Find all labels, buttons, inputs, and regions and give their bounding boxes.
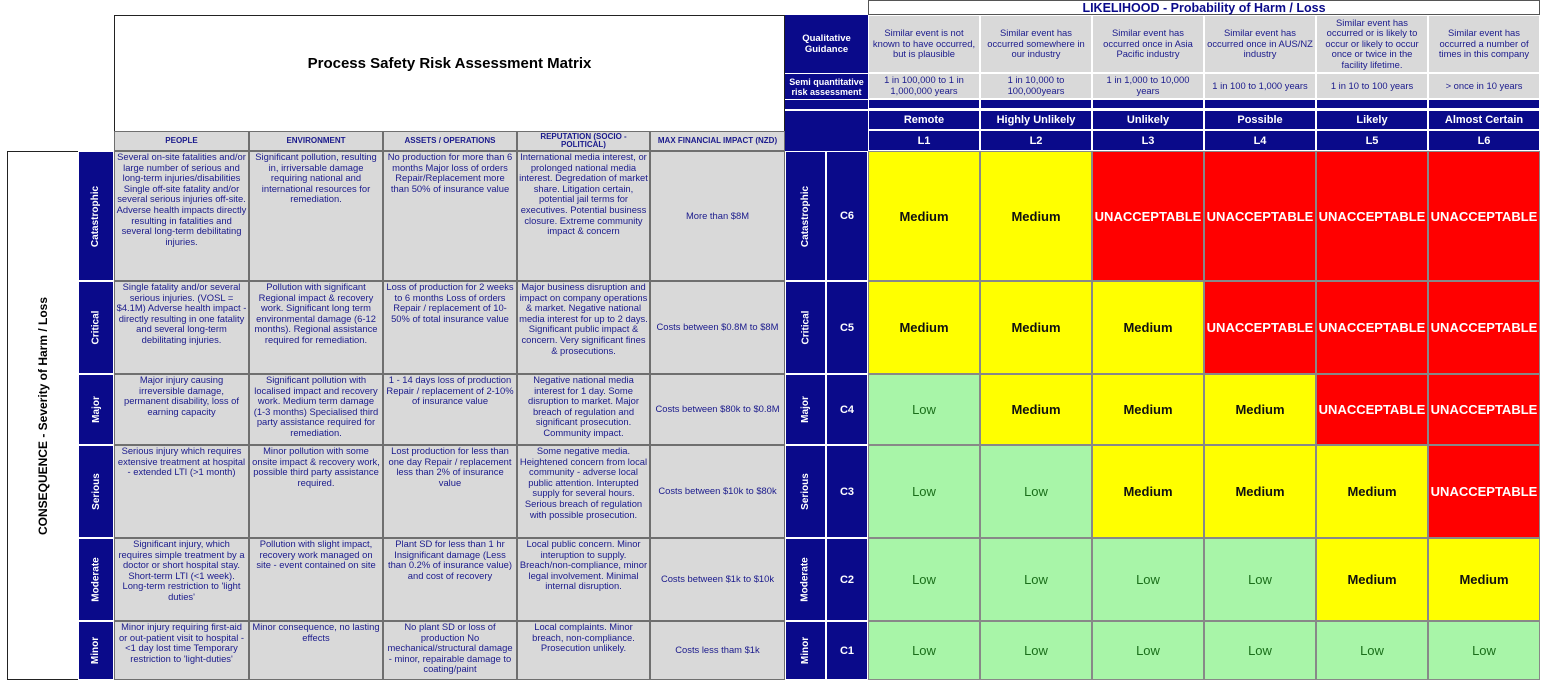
severity-name: Critical [90,310,102,345]
risk-rating-cell[interactable]: Low [1092,538,1204,621]
semi-quantitative-label: Semi quantitative risk assessment [785,73,868,99]
likelihood-qualitative-4: Similar event has occurred once in AUS/NZ industry [1204,15,1316,73]
descriptor-reputation: Local complaints. Minor breach, non-compliance. Prosecution unlikely. [517,621,650,680]
corner-block [785,110,868,151]
descriptor-people: Minor injury requiring first-aid or out-patient visit to hospital - <1 day lost time Temporary restriction to 'light-duties' [114,621,249,680]
severity-name: Major [799,396,811,423]
likelihood-name-2: Highly Unlikely [980,110,1092,130]
severity-name: Minor [800,636,811,665]
likelihood-qualitative-6: Similar event has occurred a number of times in this company [1428,15,1540,73]
consequence-title: CONSEQUENCE - Severity of Harm / Loss [36,296,50,535]
risk-rating-cell[interactable]: UNACCEPTABLE [1428,445,1540,538]
likelihood-code-1: L1 [868,130,980,151]
severity-label-right-c6 [785,151,826,281]
risk-rating-cell[interactable]: Medium [1428,538,1540,621]
severity-name: Catastrophic [800,185,811,247]
likelihood-semi-quant-6: > once in 10 years [1428,73,1540,99]
risk-rating-cell[interactable]: UNACCEPTABLE [1428,151,1540,281]
severity-name: Serious [90,473,102,510]
severity-name: Critical [800,310,811,345]
likelihood-code-4: L4 [1204,130,1316,151]
likelihood-semi-quant-3: 1 in 1,000 to 10,000 years [1092,73,1204,99]
descriptor-assets: No plant SD or loss of production No mechanical/structural damage - minor, repairable damage to coating/paint [383,621,517,680]
likelihood-semi-quant-4: 1 in 100 to 1,000 years [1204,73,1316,99]
severity-code: C3 [826,445,868,538]
risk-rating-cell[interactable]: Low [1316,621,1428,680]
likelihood-semi-quant-5: 1 in 10 to 100 years [1316,73,1428,99]
severity-code: C5 [826,281,868,374]
likelihood-band-2 [980,99,1092,109]
risk-rating-cell[interactable]: UNACCEPTABLE [1428,374,1540,445]
likelihood-code-2: L2 [980,130,1092,151]
column-header-assets: ASSETS / OPERATIONS [383,131,517,151]
descriptor-environment: Pollution with significant Regional impact & recovery work. Significant long term environmental damage (6-12 months). Regional assistance required for remediation. [249,281,383,374]
likelihood-band-3 [1092,99,1204,109]
descriptor-people: Major injury causing irreversible damage, permanent disability, loss of earning capacity [114,374,249,445]
descriptor-assets: Lost production for less than one day Repair / replacement less than 2% of insurance value [383,445,517,538]
likelihood-name-5: Likely [1316,110,1428,130]
severity-label-c4 [78,374,114,445]
risk-rating-cell[interactable]: Low [980,538,1092,621]
risk-rating-cell[interactable]: Medium [1092,374,1204,445]
risk-rating-cell[interactable]: UNACCEPTABLE [1204,281,1316,374]
likelihood-code-5: L5 [1316,130,1428,151]
risk-rating-cell[interactable]: UNACCEPTABLE [1428,281,1540,374]
risk-rating-cell[interactable]: Low [980,445,1092,538]
likelihood-band-1 [868,99,980,109]
severity-name: Catastrophic [90,185,102,247]
risk-rating-cell[interactable]: Medium [868,281,980,374]
descriptor-environment: Significant pollution, resulting in, irriversable damage requiring national and international resources for remediation. [249,151,383,281]
descriptor-people: Significant injury, which requires simple treatment by a doctor or short hospital stay. Short-term LTI (<1 week). Long-term restriction to 'light duties' [114,538,249,621]
likelihood-code-3: L3 [1092,130,1204,151]
descriptor-reputation: Major business disruption and impact on company operations & market. Negative national media interest for up to 2 days. Significant public impact & concern. Very significant fines & prosecutions. [517,281,650,374]
likelihood-name-4: Possible [1204,110,1316,130]
likelihood-name-3: Unlikely [1092,110,1204,130]
risk-rating-cell[interactable]: Medium [1316,445,1428,538]
likelihood-title: LIKELIHOOD - Probability of Harm / Loss [868,0,1540,15]
risk-rating-cell[interactable]: UNACCEPTABLE [1316,151,1428,281]
risk-rating-cell[interactable]: Low [1204,538,1316,621]
spacer-band [785,99,868,109]
descriptor-reputation: International media interest, or prolonged national media interest. Degredation of market share. Litigation certain, potential jail terms for executives. Potential business closure. Extreme community impact & concern [517,151,650,281]
severity-name: Serious [800,473,811,510]
descriptor-assets: 1 - 14 days loss of production Repair / replacement of 2-10% of insurance value [383,374,517,445]
descriptor-assets: Loss of production for 2 weeks to 6 months Loss of orders Repair / replacement of 10-50% of total insurance value [383,281,517,374]
risk-rating-cell[interactable]: Medium [1092,445,1204,538]
consequence-title-box [7,151,78,680]
severity-label-right-c1 [785,621,826,680]
descriptor-financial: Costs between $0.8M to $8M [650,281,785,374]
severity-label-c2 [78,538,114,621]
risk-rating-cell[interactable]: Medium [980,281,1092,374]
descriptor-reputation: Some negative media. Heightened concern from local community - adverse local public attention. Interupted supply for several hours. Serious breach of regulation with possible prosecution. [517,445,650,538]
descriptor-environment: Significant pollution with localised impact and recovery work. Medium term damage (1-3 months) Specialised third party assistance required for remediation. [249,374,383,445]
likelihood-band-6 [1428,99,1540,109]
descriptor-financial: More than $8M [650,151,785,281]
descriptor-people: Several on-site fatalities and/or large number of serious and long-term injuries/disabilities Single off-site fatality and/or several serious injuries off-site. Adverse health impacts directly resulting in fatalities and several long-term debilitating injuries. [114,151,249,281]
descriptor-people: Single fatality and/or several serious injuries. (VOSL = $4.1M) Adverse health impact - directly resulting in one fatality and several long-term debilitating injuries. [114,281,249,374]
severity-name: Moderate [800,557,812,602]
risk-rating-cell[interactable]: Low [1204,621,1316,680]
risk-rating-cell[interactable]: UNACCEPTABLE [1316,374,1428,445]
risk-rating-cell[interactable]: Medium [1316,538,1428,621]
severity-name: Major [90,396,102,423]
severity-name: Moderate [90,557,102,602]
risk-rating-cell[interactable]: Medium [868,151,980,281]
column-header-reputation: REPUTATION (SOCIO - POLITICAL) [517,131,650,151]
risk-rating-cell[interactable]: Low [868,621,980,680]
risk-rating-cell[interactable]: Medium [1204,445,1316,538]
risk-rating-cell[interactable]: UNACCEPTABLE [1316,281,1428,374]
risk-rating-cell[interactable]: Low [980,621,1092,680]
descriptor-reputation: Local public concern. Minor interuption to supply. Breach/non-compliance, minor legal involvement. Minimal internal disruption. [517,538,650,621]
descriptor-assets: No production for more than 6 months Major loss of orders Repair/Replacement more than 50% of insurance value [383,151,517,281]
risk-rating-cell[interactable]: Low [868,374,980,445]
risk-rating-cell[interactable]: Low [868,538,980,621]
descriptor-financial: Costs between $10k to $80k [650,445,785,538]
severity-label-c3 [78,445,114,538]
likelihood-qualitative-5: Similar event has occurred or is likely to occur or likely to occur once or twice in the facility lifetime. [1316,15,1428,73]
likelihood-name-6: Almost Certain [1428,110,1540,130]
severity-label-right-c4 [785,374,826,445]
likelihood-qualitative-1: Similar event is not known to have occurred, but is plausible [868,15,980,73]
risk-rating-cell[interactable]: Low [1092,621,1204,680]
likelihood-band-5 [1316,99,1428,109]
risk-rating-cell[interactable]: Medium [980,151,1092,281]
likelihood-qualitative-3: Similar event has occurred once in Asia Pacific industry [1092,15,1204,73]
descriptor-people: Serious injury which requires extensive treatment at hospital - extended LTI (>1 month) [114,445,249,538]
likelihood-code-6: L6 [1428,130,1540,151]
likelihood-name-1: Remote [868,110,980,130]
descriptor-reputation: Negative national media interest for 1 day. Some disruption to market. Major breach of regulation and significant prosecution. Community impact. [517,374,650,445]
risk-rating-cell[interactable]: Medium [1204,374,1316,445]
descriptor-environment: Minor pollution with some onsite impact & recovery work, possible third party assistance required. [249,445,383,538]
descriptor-financial: Costs between $1k to $10k [650,538,785,621]
risk-rating-cell[interactable]: Medium [980,374,1092,445]
risk-rating-cell[interactable]: UNACCEPTABLE [1092,151,1204,281]
severity-label-right-c3 [785,445,826,538]
likelihood-semi-quant-1: 1 in 100,000 to 1 in 1,000,000 years [868,73,980,99]
risk-rating-cell[interactable]: Low [868,445,980,538]
risk-rating-cell[interactable]: UNACCEPTABLE [1204,151,1316,281]
descriptor-assets: Plant SD for less than 1 hr Insignificant damage (Less than 0.2% of insurance value) and cost of recovery [383,538,517,621]
likelihood-semi-quant-2: 1 in 10,000 to 100,000years [980,73,1092,99]
severity-label-right-c2 [785,538,826,621]
severity-label-c1 [78,621,114,680]
risk-rating-cell[interactable]: Low [1428,621,1540,680]
severity-code: C6 [826,151,868,281]
descriptor-environment: Pollution with slight impact, recovery work managed on site - event contained on site [249,538,383,621]
descriptor-financial: Costs less tham $1k [650,621,785,680]
severity-label-c5 [78,281,114,374]
column-header-financial: MAX FINANCIAL IMPACT (NZD) [650,131,785,151]
column-header-people: PEOPLE [114,131,249,151]
severity-label-c6 [78,151,114,281]
severity-name: Minor [90,636,102,665]
severity-code: C1 [826,621,868,680]
likelihood-qualitative-2: Similar event has occurred somewhere in our industry [980,15,1092,73]
likelihood-band-4 [1204,99,1316,109]
qualitative-guidance-label: Qualitative Guidance [785,15,868,73]
risk-rating-cell[interactable]: Medium [1092,281,1204,374]
descriptor-financial: Costs between $80k to $0.8M [650,374,785,445]
column-header-environment: ENVIRONMENT [249,131,383,151]
severity-code: C4 [826,374,868,445]
severity-label-right-c5 [785,281,826,374]
descriptor-environment: Minor consequence, no lasting effects [249,621,383,680]
matrix-title: Process Safety Risk Assessment Matrix [307,54,592,72]
severity-code: C2 [826,538,868,621]
